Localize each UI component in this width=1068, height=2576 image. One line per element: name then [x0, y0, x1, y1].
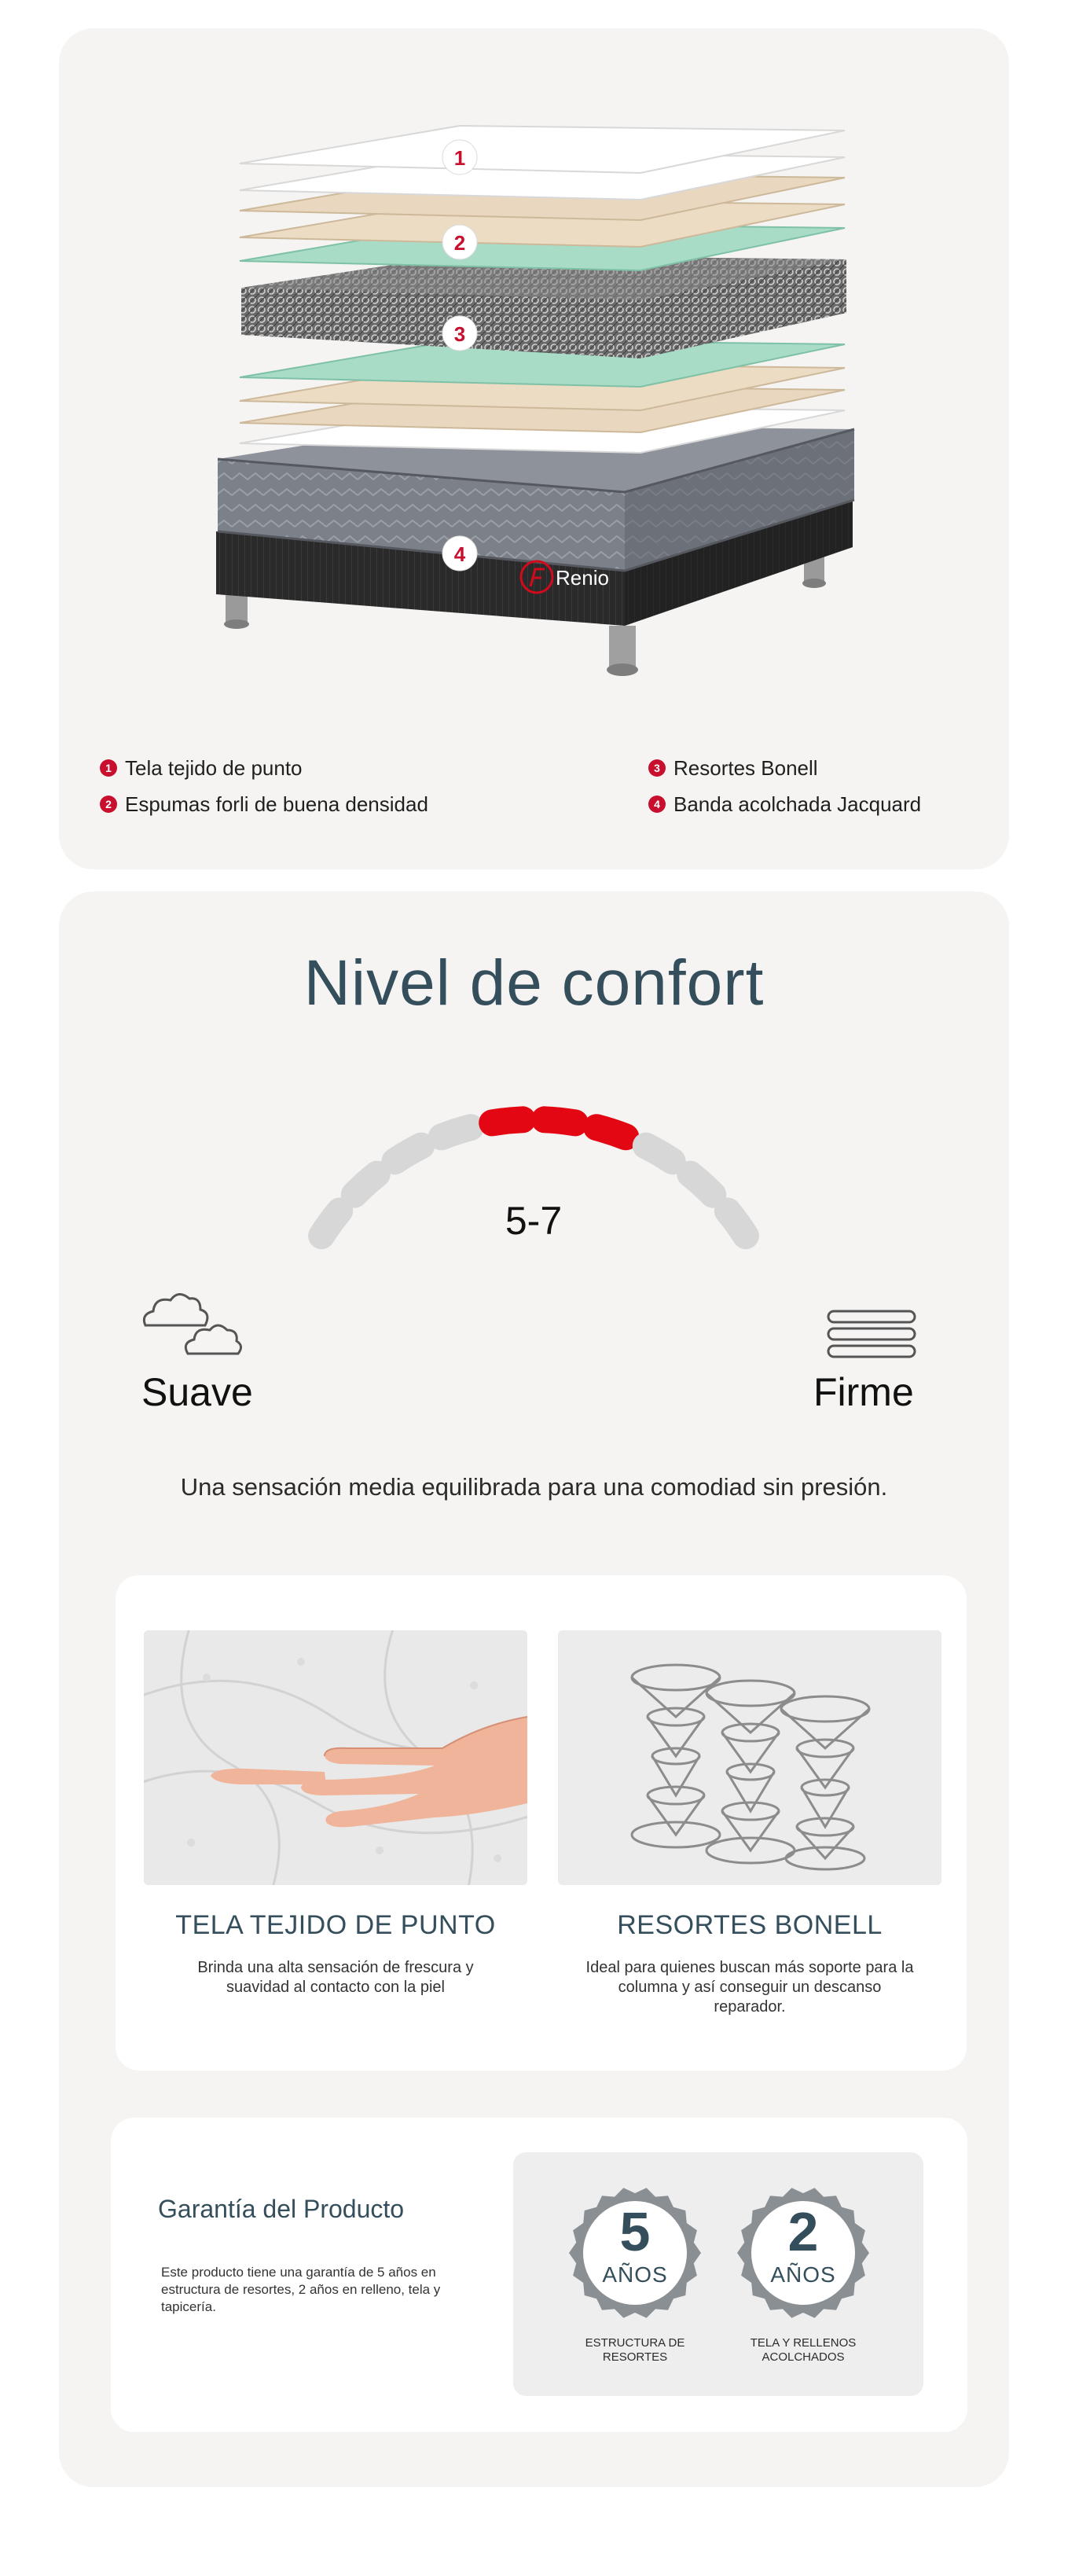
layers-card	[59, 28, 1009, 869]
marker-2	[442, 225, 477, 259]
marker-1	[442, 140, 477, 175]
gauge-segment-active	[596, 1127, 626, 1137]
badge-unit: AÑOS	[770, 2262, 836, 2287]
legend-label: Espumas forli de buena densidad	[125, 792, 428, 816]
marker-3	[442, 316, 477, 351]
bonell-springs-image	[558, 1630, 941, 1885]
feature-text: Ideal para quienes buscan más soporte para la columna y así conseguir un descanso reparador.	[585, 1959, 914, 2016]
legend-number-badge: 2	[100, 796, 117, 813]
legend-right	[648, 750, 921, 822]
gauge-segment	[690, 1174, 713, 1195]
legend-number-badge: 3	[648, 759, 666, 777]
badge-number: 5	[619, 2201, 651, 2262]
gauge-segment	[395, 1146, 421, 1162]
seal-icon	[566, 2184, 704, 2322]
cloud-icon	[138, 1284, 248, 1363]
feature-fabric	[144, 1630, 527, 1997]
feature-title: RESORTES BONELL	[617, 1910, 883, 1940]
badge-caption: ESTRUCTURA DE RESORTES	[585, 2336, 685, 2364]
svg-text:1: 1	[453, 146, 466, 170]
legend-label: Tela tejido de punto	[125, 755, 303, 780]
warranty-title: Garantía del Producto	[158, 2195, 405, 2223]
badge-caption: TELA Y RELLENOS ACOLCHADOS	[750, 2336, 857, 2364]
gauge-segment-active	[492, 1119, 523, 1123]
feature-text: Brinda una alta sensación de frescura y suavidad al contacto con la piel	[197, 1959, 474, 1996]
svg-text:2: 2	[453, 231, 466, 255]
gauge-segment	[646, 1146, 673, 1162]
legend-item	[100, 786, 428, 822]
gauge-segment	[321, 1211, 339, 1237]
firm-label: Firme	[813, 1370, 914, 1414]
leg	[609, 626, 636, 670]
legend-label: Resortes Bonell	[673, 755, 818, 780]
warranty-panel	[111, 2118, 967, 2432]
marker-4	[442, 536, 477, 571]
badge-number: 2	[787, 2201, 819, 2262]
legend-label: Banda acolchada Jacquard	[673, 792, 922, 816]
gauge-segment	[442, 1127, 471, 1137]
legend-item	[100, 750, 428, 786]
badge-unit: AÑOS	[602, 2262, 668, 2287]
legend-number-badge: 1	[100, 759, 117, 777]
legend-left	[100, 750, 428, 822]
warranty-badges	[513, 2152, 923, 2396]
soft-label: Suave	[141, 1370, 253, 1414]
gauge-segment-active	[545, 1119, 575, 1123]
warranty-text: Este producto tiene una garantía de 5 años en estructura de resortes, 2 años en relleno, tela y tapicería.	[161, 2265, 441, 2314]
comfort-description: Una sensación media equilibrada para una comodiad sin presión.	[180, 1473, 888, 1501]
svg-text:4: 4	[453, 542, 466, 566]
seal-icon	[734, 2184, 872, 2322]
legend-number-badge: 4	[648, 796, 666, 813]
gauge-segment	[728, 1211, 746, 1237]
feature-springs	[558, 1630, 941, 2017]
legend-item	[648, 750, 921, 786]
layers-icon	[825, 1308, 919, 1363]
warranty-badge-springs	[560, 2184, 710, 2365]
warranty-badge-fill	[729, 2184, 878, 2365]
gauge-segment	[354, 1174, 377, 1195]
svg-text:3: 3	[453, 322, 466, 346]
comfort-value: 5-7	[505, 1199, 563, 1243]
features-panel	[116, 1575, 967, 2071]
comfort-card	[59, 891, 1009, 2487]
fabric-hand-image	[144, 1630, 527, 1885]
legend-item	[648, 786, 921, 822]
mattress-layers-illustration	[200, 107, 861, 736]
feature-title: TELA TEJIDO DE PUNTO	[175, 1910, 496, 1940]
brand-name: Renio	[556, 566, 609, 590]
comfort-title: Nivel de confort	[303, 947, 765, 1019]
